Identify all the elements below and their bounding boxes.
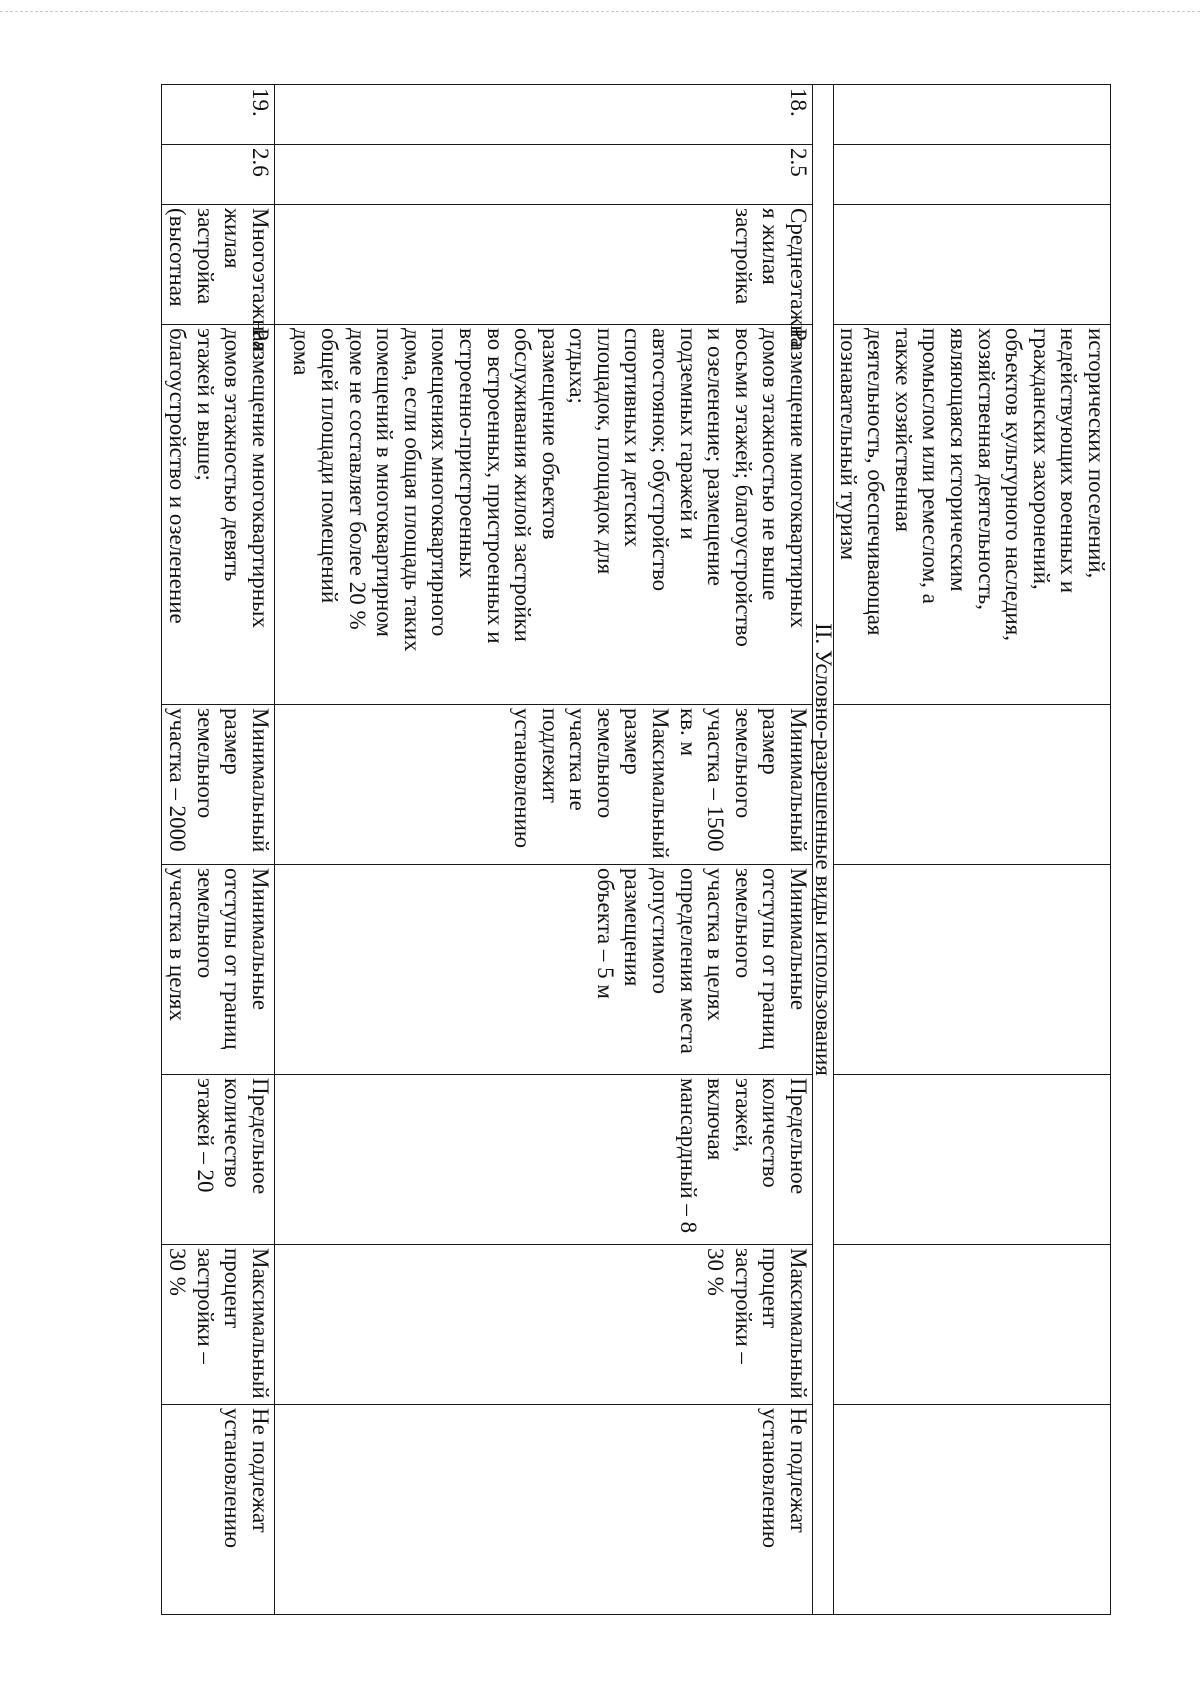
text-line: Предельное bbox=[786, 1078, 812, 1195]
cell-other bbox=[834, 1405, 1111, 1615]
text-line: во встроенных, пристроенных и bbox=[482, 328, 508, 644]
text-line: объектов культурного наследия, bbox=[1001, 328, 1027, 642]
text-line: Многоэтажная bbox=[248, 208, 274, 353]
text-line: Предельное bbox=[248, 1078, 274, 1195]
text-line: Минимальные bbox=[248, 868, 274, 1011]
cell-floors bbox=[834, 1075, 1111, 1245]
text-line: спортивных и детских bbox=[620, 328, 646, 547]
text-line: объекта – 5 м bbox=[592, 868, 618, 999]
text-line: установлению bbox=[220, 1408, 246, 1549]
text-line: также хозяйственная bbox=[890, 328, 916, 532]
text-line: земельного bbox=[730, 708, 756, 819]
cell-floors bbox=[162, 1075, 275, 1245]
text-line: земельного bbox=[730, 868, 756, 979]
section-header-row bbox=[813, 85, 834, 1615]
text-line: гражданских захоронений, bbox=[1028, 328, 1054, 590]
text-line: Размещение многоквартирных bbox=[248, 328, 274, 628]
text-line: застройка bbox=[730, 208, 756, 305]
text-line: хозяйственная деятельность, bbox=[973, 328, 999, 611]
text-line: подлежит bbox=[537, 708, 563, 803]
text-line: этажей, bbox=[730, 1078, 756, 1153]
text-line: процент bbox=[758, 1248, 784, 1329]
text-line: познавательный туризм bbox=[835, 328, 861, 560]
text-line: автостоянок; обустройство bbox=[648, 328, 674, 592]
text-line: благоустройство и озеленение bbox=[165, 328, 191, 624]
cell-code: 2.6 bbox=[162, 145, 275, 205]
text-line: размер bbox=[220, 708, 246, 775]
cell-code bbox=[834, 145, 1111, 205]
text-line: отдыха; bbox=[565, 328, 591, 404]
text-line: этажей и выше; bbox=[192, 328, 218, 481]
cell-setbacks bbox=[275, 865, 813, 1075]
cell-coverage bbox=[834, 1245, 1111, 1405]
cell-other bbox=[162, 1405, 275, 1615]
cell-plot-size bbox=[834, 705, 1111, 865]
cell-plot-size bbox=[275, 705, 813, 865]
cell-name bbox=[834, 205, 1111, 325]
scan-top-edge bbox=[0, 11, 1200, 12]
text-line: отступы от границ bbox=[220, 868, 246, 1050]
text-line: недействующих военных и bbox=[1056, 328, 1082, 594]
continuation-row bbox=[834, 85, 1111, 1615]
text-line: помещений в многоквартирном bbox=[372, 328, 398, 637]
text-line: дома bbox=[289, 328, 315, 376]
rotated-page bbox=[161, 84, 1111, 1614]
text-line: домов этажностью не выше bbox=[758, 328, 784, 601]
text-line: помещениях многоквартирного bbox=[427, 328, 453, 637]
text-line: этажей – 20 bbox=[192, 1078, 218, 1193]
text-line: участка – 2000 bbox=[165, 708, 191, 852]
text-line: допустимого bbox=[648, 868, 674, 994]
text-line: Не подлежат bbox=[248, 1408, 274, 1533]
text-line: участка в целях bbox=[165, 868, 191, 1022]
cell-name bbox=[275, 205, 813, 348]
cell-description bbox=[834, 325, 1111, 705]
text-line: исторических поселений, bbox=[1084, 328, 1109, 579]
table-row bbox=[275, 85, 813, 1615]
text-line: процент bbox=[220, 1248, 246, 1329]
text-line: Не подлежат bbox=[786, 1408, 812, 1533]
cell-plot-size bbox=[162, 705, 275, 865]
text-line: застройки – bbox=[192, 1248, 218, 1364]
cell-num: 19. bbox=[162, 85, 275, 145]
text-line: общей площади помещений bbox=[316, 328, 342, 604]
cell-setbacks bbox=[834, 865, 1111, 1075]
cell-setbacks bbox=[162, 865, 275, 1075]
text-line: количество bbox=[220, 1078, 246, 1188]
text-line: размещение объектов bbox=[537, 328, 563, 540]
text-line: Минимальный bbox=[786, 708, 812, 853]
cell-num: 18. bbox=[275, 85, 813, 145]
cell-coverage bbox=[162, 1245, 275, 1405]
text-line: 30 % bbox=[165, 1248, 191, 1296]
text-line: встроенно-пристроенных bbox=[454, 328, 480, 579]
text-line: мансардный – 8 bbox=[675, 1078, 701, 1234]
text-line: 30 % bbox=[703, 1248, 729, 1296]
cell-other bbox=[275, 1405, 813, 1615]
text-line: участка в целях bbox=[703, 868, 729, 1022]
text-line: размер bbox=[758, 708, 784, 775]
text-line: подземных гаражей и bbox=[675, 328, 701, 540]
text-line: доме не составляет более 20 % bbox=[344, 328, 370, 630]
cell-floors bbox=[275, 1075, 813, 1245]
text-line: земельного bbox=[192, 708, 218, 819]
text-line: домов этажностью девять bbox=[220, 328, 246, 582]
text-line: обслуживания жилой застройки bbox=[510, 328, 536, 642]
text-line: дома, если общая площадь таких bbox=[399, 328, 425, 652]
text-line: являющаяся историческим bbox=[946, 328, 972, 592]
text-line: и озеленение; размещение bbox=[703, 328, 729, 586]
text-line: количество bbox=[758, 1078, 784, 1188]
table-row bbox=[162, 85, 275, 1615]
text-line: земельного bbox=[192, 868, 218, 979]
text-line: деятельность, обеспечивающая bbox=[863, 328, 889, 636]
text-line: участка не bbox=[565, 708, 591, 811]
text-line: Максимальный bbox=[786, 1248, 812, 1399]
section-title: II. Условно-разрешенные виды использования bbox=[813, 85, 834, 1615]
text-line: определения места bbox=[675, 868, 701, 1054]
text-line: Размещение многоквартирных bbox=[786, 328, 812, 628]
text-line: участка – 1500 bbox=[703, 708, 729, 852]
cell-description bbox=[275, 325, 813, 705]
text-line: я жилая bbox=[758, 208, 784, 285]
cell-num bbox=[834, 85, 1111, 145]
text-line: Максимальный bbox=[648, 708, 674, 859]
cell-coverage bbox=[275, 1245, 813, 1405]
text-line: восьми этажей; благоустройство bbox=[730, 328, 756, 647]
text-line: установлению bbox=[510, 708, 536, 849]
cell-description bbox=[162, 325, 275, 705]
text-line: отступы от границ bbox=[758, 868, 784, 1050]
text-line: размер bbox=[620, 708, 646, 775]
text-line: земельного bbox=[592, 708, 618, 819]
zoning-table bbox=[161, 84, 1111, 1615]
text-line: (высотная bbox=[165, 208, 191, 307]
text-line: Среднеэтажна bbox=[786, 208, 812, 348]
text-line: включая bbox=[703, 1078, 729, 1161]
text-line: застройки – bbox=[730, 1248, 756, 1364]
text-line: застройка bbox=[192, 208, 218, 305]
text-line: Минимальные bbox=[786, 868, 812, 1011]
text-line: кв. м bbox=[675, 708, 701, 757]
text-line: Минимальный bbox=[248, 708, 274, 853]
cell-code: 2.5 bbox=[275, 145, 813, 205]
text-line: жилая bbox=[220, 208, 246, 269]
text-line: площадок, площадок для bbox=[592, 328, 618, 575]
text-line: установлению bbox=[758, 1408, 784, 1549]
cell-name bbox=[162, 205, 275, 353]
text-line: промыслом или ремеслом, а bbox=[918, 328, 944, 604]
text-line: Максимальный bbox=[248, 1248, 274, 1399]
text-line: размещения bbox=[620, 868, 646, 987]
